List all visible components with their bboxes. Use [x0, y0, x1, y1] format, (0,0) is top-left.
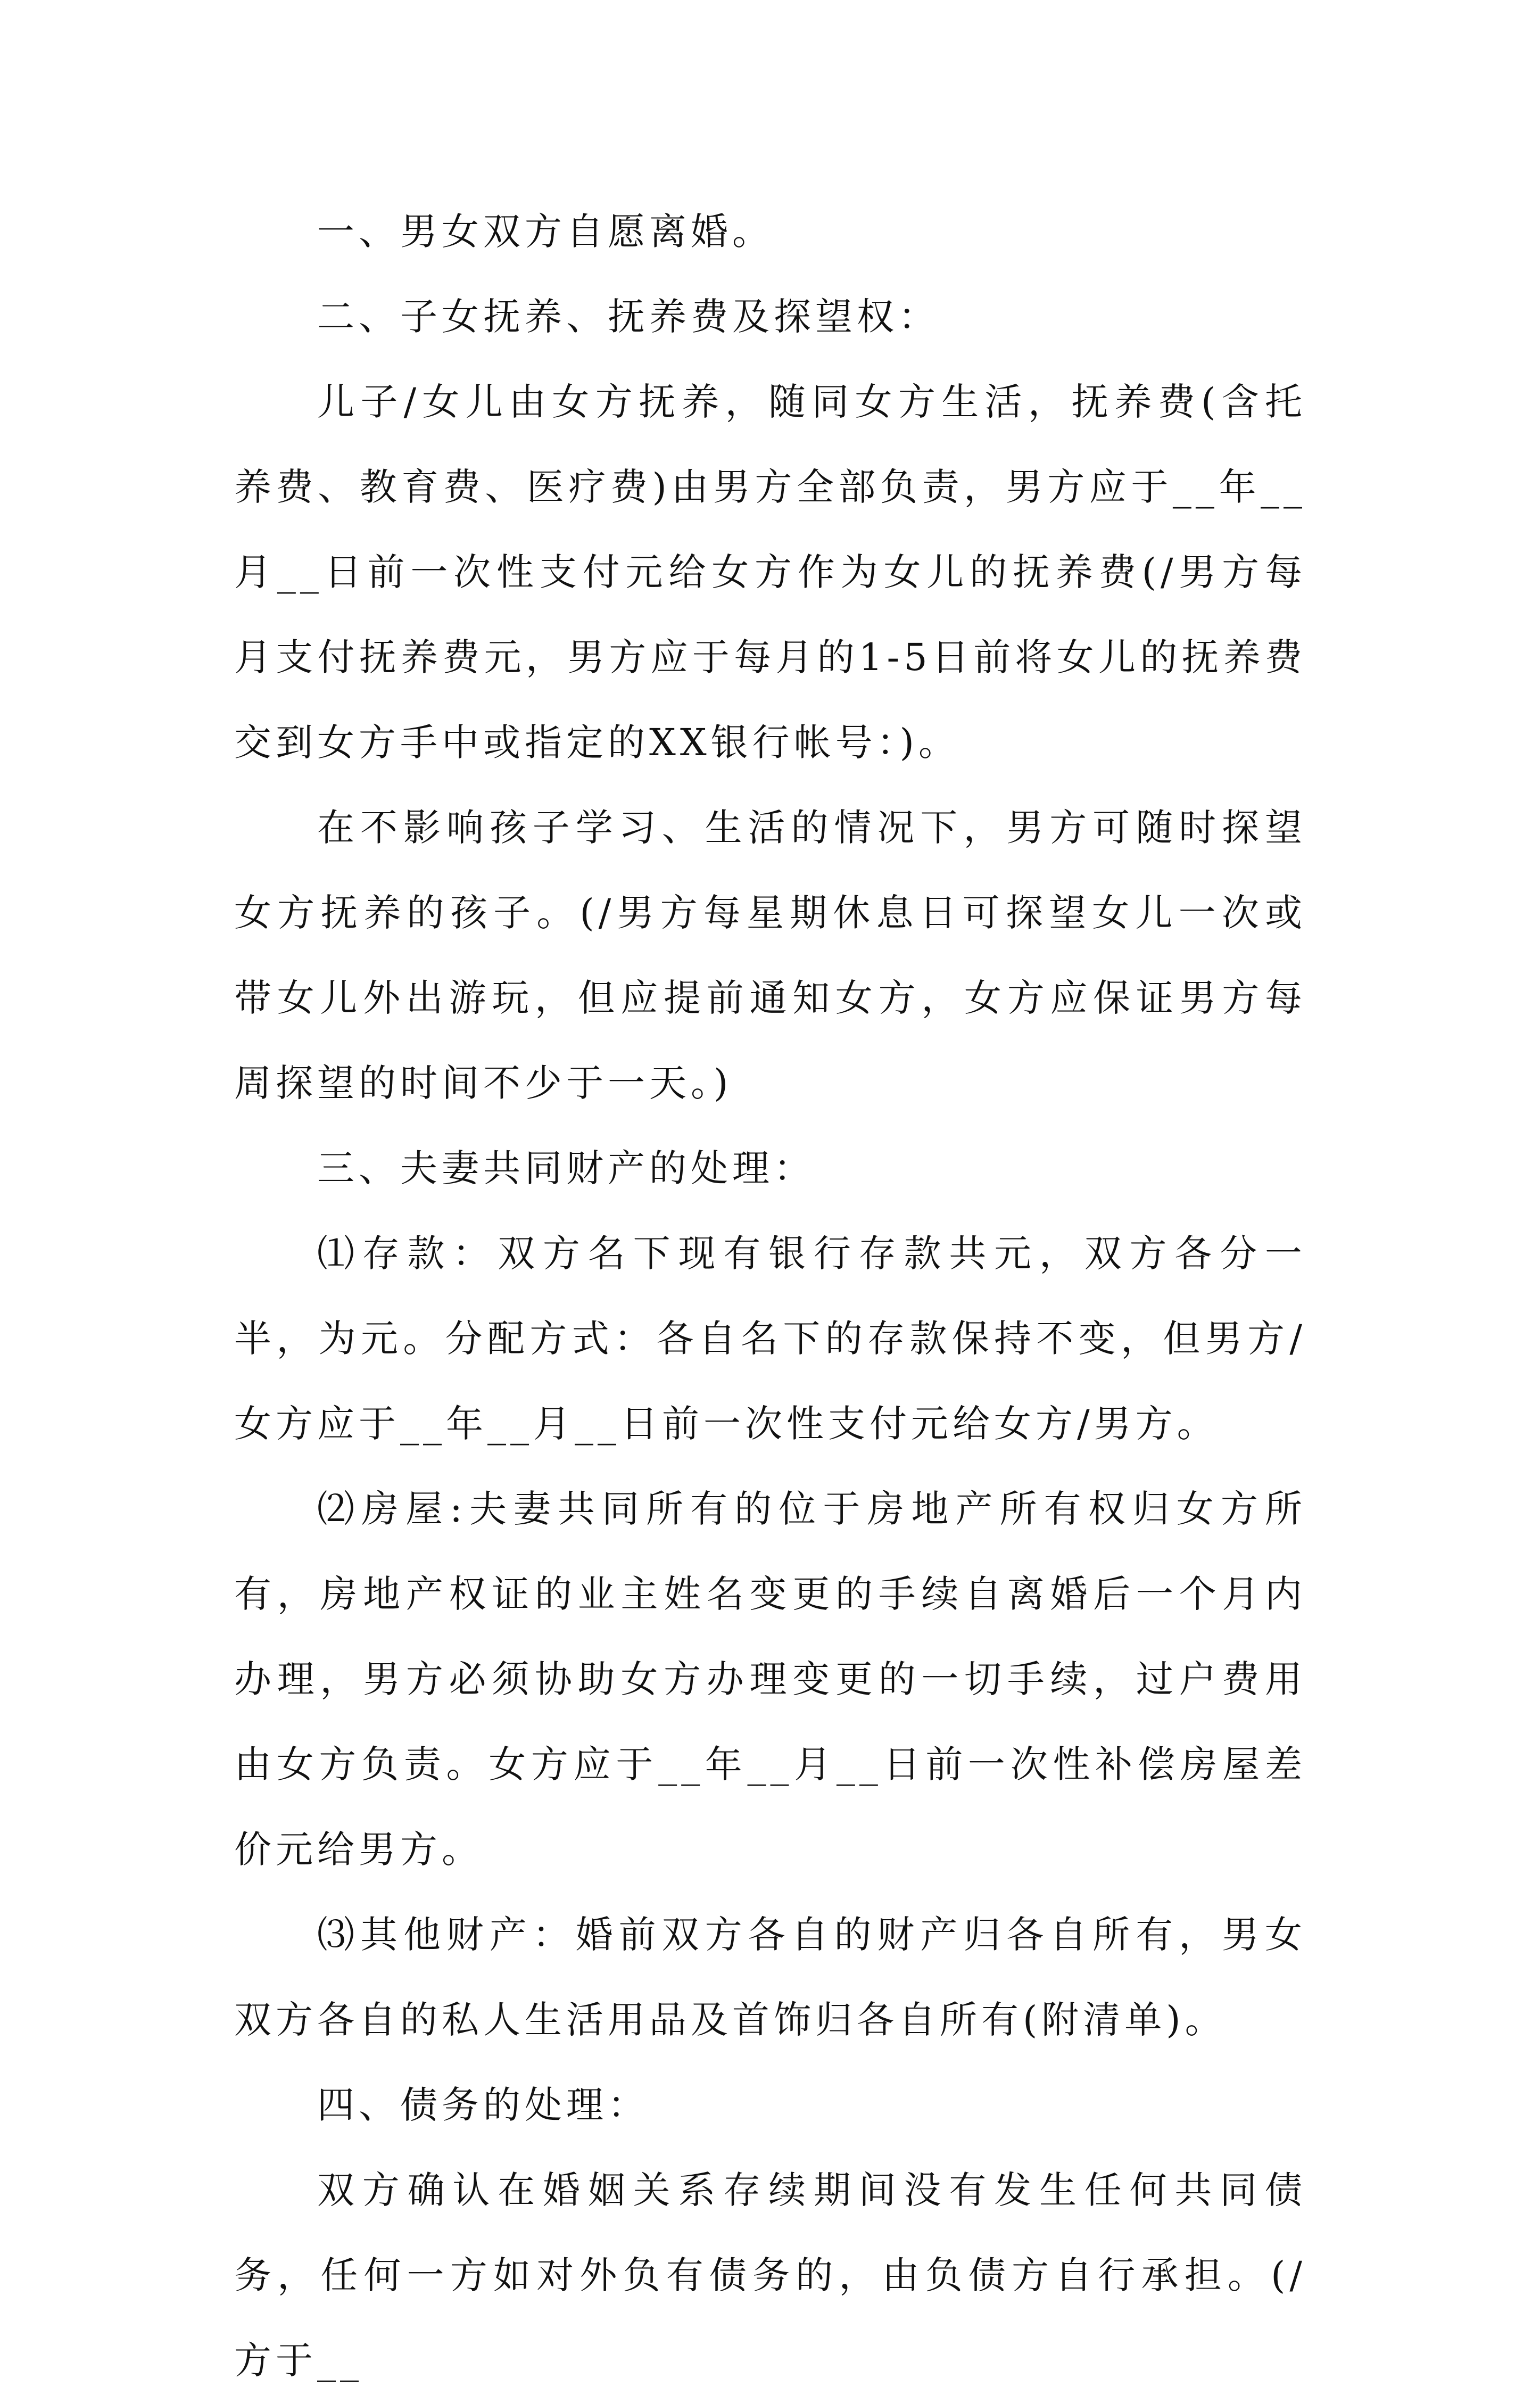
paragraph-deposits: ⑴存款：双方名下现有银行存款共元，双方各分一半，为元。分配方式：各自名下的存款保持不变，但男方/女方应于__年__月__日前一次性支付元给女方/男方。 — [234, 1232, 1306, 1446]
paragraph-house: ⑵房屋:夫妻共同所有的位于房地产所有权归女方所有，房地产权证的业主姓名变更的手续自离婚后一个月内办理，男方必须协助女方办理变更的一切手续，过户费用由女方负责。女方应于__年__月__日前一次性补偿房屋差价元给男方。 — [234, 1487, 1306, 1871]
section-heading-2: 二、子女抚养、抚养费及探望权： — [317, 295, 940, 338]
section-heading-4: 四、债务的处理： — [317, 2083, 649, 2127]
section-heading-1: 一、男女双方自愿离婚。 — [317, 210, 774, 253]
paragraph-child-support: 儿子/女儿由女方抚养，随同女方生活，抚养费(含托养费、教育费、医疗费)由男方全部负责，男方应于__年__月__日前一次性支付元给女方作为女儿的抚养费(/男方每月支付抚养费元，男方应于每月的1-5日前将女儿的抚养费交到女方手中或指定的XX银行帐号：)。 — [234, 380, 1306, 764]
paragraph-visitation: 在不影响孩子学习、生活的情况下，男方可随时探望女方抚养的孩子。(/男方每星期休息日可探望女儿一次或带女儿外出游玩，但应提前通知女方，女方应保证男方每周探望的时间不少于一天。) — [234, 806, 1306, 1105]
paragraph-debts: 双方确认在婚姻关系存续期间没有发生任何共同债务，任何一方如对外负有债务的，由负债方自行承担。(/方于__ — [234, 2168, 1306, 2382]
document-body — [234, 189, 1306, 2403]
paragraph-other-property: ⑶其他财产：婚前双方各自的财产归各自所有，男女双方各自的私人生活用品及首饰归各自所有(附清单)。 — [234, 1913, 1306, 2042]
section-heading-3: 三、夫妻共同财产的处理： — [317, 1146, 815, 1190]
